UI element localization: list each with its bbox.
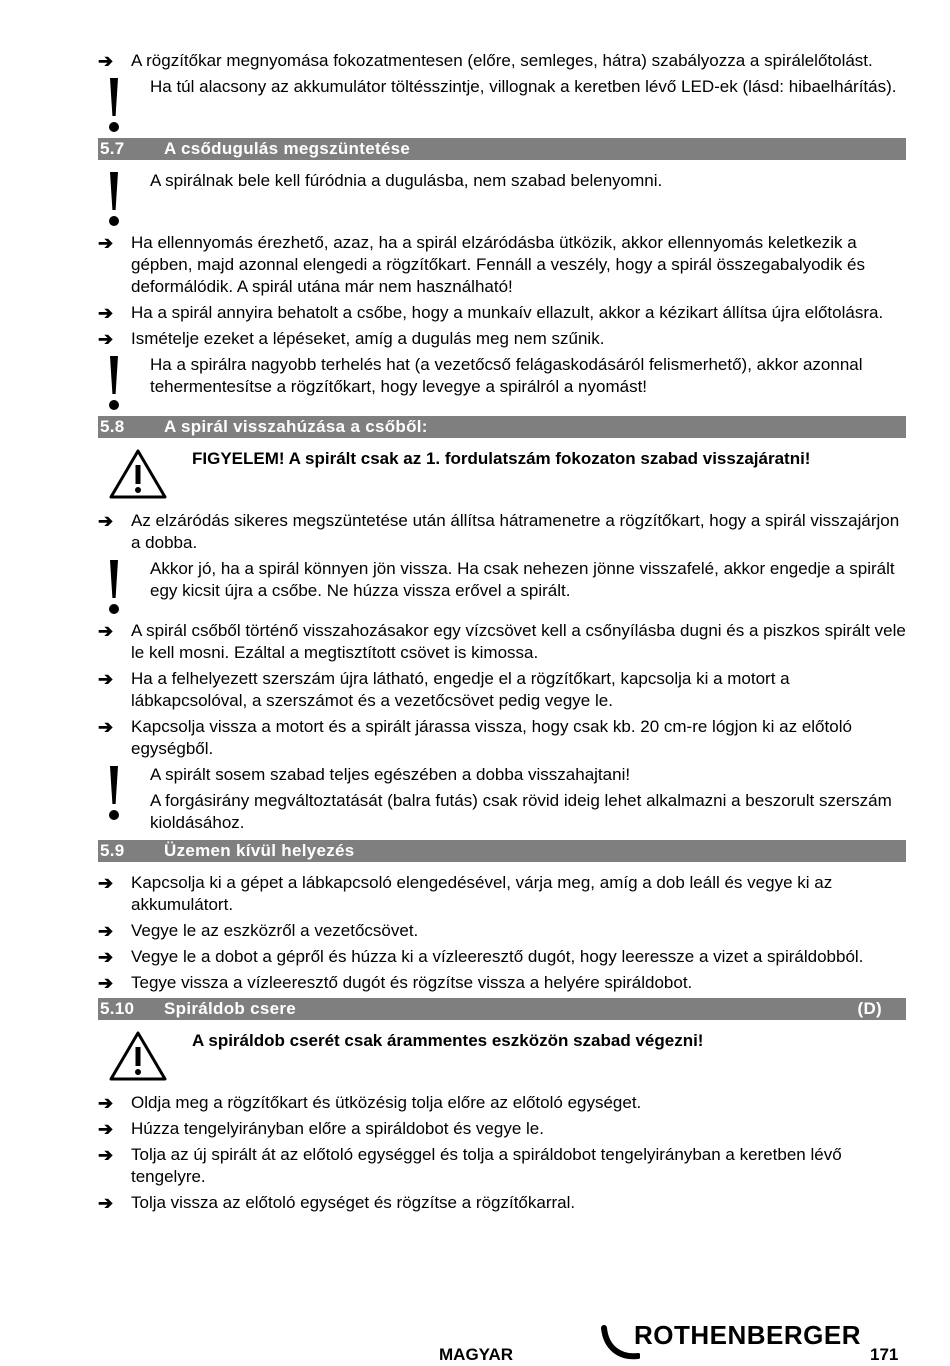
footer-language: MAGYAR	[439, 1345, 513, 1364]
caution-note: Akkor jó, ha a spirál könnyen jön vissza. Ha csak nehezen jönne visszafelé, akkor engedje a spirált egy kicsit újra a csőbe. Ne húzza vissza erővel a spirált.	[98, 558, 906, 614]
arrow-right-icon: ➔	[98, 233, 114, 253]
arrow-right-icon: ➔	[98, 1145, 114, 1165]
list-item: ➔ Oldja meg a rögzítőkart és ütközésig tolja előre az előtoló egységet.	[98, 1093, 642, 1113]
exclamation-icon	[108, 172, 120, 228]
list-item: ➔ Tolja vissza az előtoló egységet és rögzítse a rögzítőkarral.	[98, 1193, 576, 1213]
caution-note: A spirálnak bele kell fúródnia a dugulásba, nem szabad belenyomni.	[98, 170, 906, 226]
list-item: ➔ Ha a felhelyezett szerszám újra látható, engedje el a rögzítőkart, kapcsolja ki a motort a lábkapcsolóval, a szerszámot és a vezetőcsövet pedig vegye le.	[98, 669, 790, 710]
arrow-right-icon: ➔	[98, 303, 114, 323]
arrow-right-icon: ➔	[98, 329, 114, 349]
arrow-right-icon: ➔	[98, 921, 114, 941]
brand-name: ROTHENBERGER	[634, 1320, 862, 1350]
list-item: ➔ Ha ellennyomás érezhető, azaz, ha a spirál elzáródásba ütközik, akkor ellennyomás keletkezik a gépben, majd azonnal elengedi a rögzítőkart. Fennáll a veszély, hogy a spirál összegabalyodik és deformálódik. A spirál utána már nem használható!	[98, 233, 865, 296]
caution-note: Ha túl alacsony az akkumulátor töltésszintje, villognak a keretben lévő LED-ek (lásd: hibaelhárítás).	[98, 76, 906, 132]
list-item: ➔ Kapcsolja vissza a motort és a spirált járassa vissza, hogy csak kb. 20 cm-re lógjon ki az előtoló egységből.	[98, 717, 852, 758]
warning-box: A spiráldob cserét csak árammentes eszközön szabad végezni!	[98, 1030, 906, 1086]
warning-box: FIGYELEM! A spirált csak az 1. fordulatszám fokozaton szabad visszajáratni!	[98, 448, 906, 504]
warning-triangle-icon	[108, 1030, 168, 1082]
arrow-right-icon: ➔	[98, 1119, 114, 1139]
warning-triangle-icon	[108, 448, 168, 500]
list-item: ➔ A rögzítőkar megnyomása fokozatmentesen (előre, semleges, hátra) szabályozza a spirálelőtolást.	[98, 51, 873, 71]
arrow-right-icon: ➔	[98, 973, 114, 993]
arrow-right-icon: ➔	[98, 669, 114, 689]
page-number: 171	[870, 1345, 899, 1364]
exclamation-icon	[108, 78, 120, 134]
list-item: ➔ Ismételje ezeket a lépéseket, amíg a dugulás meg nem szűnik.	[98, 329, 605, 349]
list-item: ➔ Kapcsolja ki a gépet a lábkapcsoló elengedésével, várja meg, amíg a dob leáll és vegye ki az akkumulátort.	[98, 873, 833, 914]
arrow-right-icon: ➔	[98, 511, 114, 531]
section-header: 5.7 A csődugulás megszüntetése	[98, 138, 906, 160]
section-header: 5.8 A spirál visszahúzása a csőből:	[98, 416, 906, 438]
arrow-right-icon: ➔	[98, 621, 114, 641]
section-header: 5.9 Üzemen kívül helyezés	[98, 840, 906, 862]
arrow-right-icon: ➔	[98, 1193, 114, 1213]
arrow-right-icon: ➔	[98, 51, 114, 71]
brand-logo	[600, 1320, 862, 1362]
caution-note: Ha a spirálra nagyobb terhelés hat (a vezetőcső felágaskodásáról felismerhető), akkor azonnal tehermentesítse a rögzítőkart, hogy levegye a spirálról a nyomást!	[98, 354, 906, 410]
exclamation-icon	[108, 560, 120, 616]
list-item: ➔ Vegye le az eszközről a vezetőcsövet.	[98, 921, 419, 941]
list-item: ➔ Az elzáródás sikeres megszüntetése után állítsa hátramenetre a rögzítőkart, hogy a spirál visszajárjon a dobba.	[98, 511, 900, 552]
arrow-right-icon: ➔	[98, 1093, 114, 1113]
caution-note: A spirált sosem szabad teljes egészében a dobba visszahajtani! A forgásirány megváltoztatását (balra futás) csak rövid ideig lehet alkalmazni a beszorult szerszám kioldásához.	[98, 764, 906, 834]
list-item: ➔ Tegye vissza a vízleeresztő dugót és rögzítse vissza a helyére spiráldobot.	[98, 973, 693, 993]
list-item: ➔ Húzza tengelyirányban előre a spiráldobot és vegye le.	[98, 1119, 544, 1139]
list-item: ➔ Vegye le a dobot a gépről és húzza ki a vízleeresztő dugót, hogy leeressze a vizet a spiráldobból.	[98, 947, 864, 967]
exclamation-icon	[108, 356, 120, 412]
arrow-right-icon: ➔	[98, 947, 114, 967]
arrow-right-icon: ➔	[98, 717, 114, 737]
list-item: ➔ Tolja az új spirált át az előtoló egységgel és tolja a spiráldobot tengelyirányban a keretben lévő tengelyre.	[98, 1145, 842, 1186]
section-header: 5.10 Spiráldob csere (D)	[98, 998, 906, 1020]
exclamation-icon	[108, 766, 120, 822]
list-item: ➔ A spirál csőből történő visszahozásakor egy vízcsövet kell a csőnyílásba dugni és a piszkos spirált vele le kell mosni. Ezáltal a megtisztított csövet is kimossa.	[98, 621, 906, 662]
manual-page	[98, 50, 906, 1218]
arrow-right-icon: ➔	[98, 873, 114, 893]
list-item: ➔ Ha a spirál annyira behatolt a csőbe, hogy a munkaív ellazult, akkor a kézikart állítsa újra előtolásra.	[98, 303, 884, 323]
